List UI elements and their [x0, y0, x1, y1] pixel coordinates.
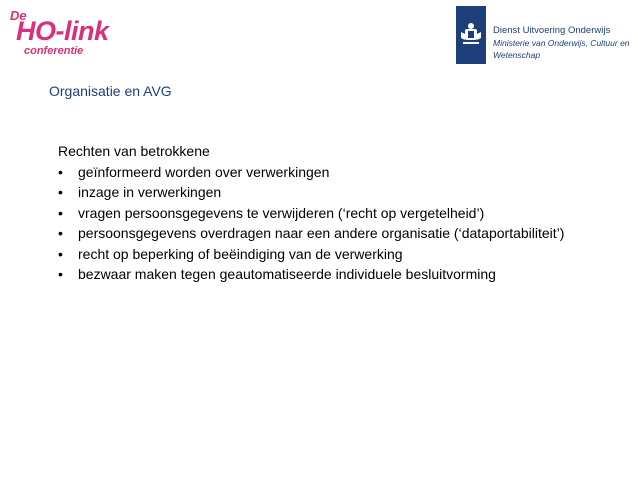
logo-conferentie-text: conferentie	[24, 45, 84, 57]
org-name: Dienst Uitvoering Onderwijs	[493, 25, 611, 36]
rijkswapen-crest-icon	[459, 22, 483, 48]
logo-de-text: De	[10, 8, 27, 23]
list-item	[58, 203, 564, 224]
slide-title: Organisatie en AVG	[49, 83, 172, 99]
bullet-icon: •	[58, 204, 63, 221]
list-item-text: inzage in verwerkingen	[78, 184, 222, 200]
list-item-text: persoonsgegevens overdragen naar een andere organisatie (‘dataportabiliteit’)	[78, 225, 565, 241]
crest-banner	[456, 6, 486, 64]
list-item-text: bezwaar maken tegen geautomatiseerde individuele besluitvorming	[78, 266, 496, 282]
ministry-line-2: Wetenschap	[493, 50, 541, 60]
list-item	[58, 223, 564, 244]
bullet-icon: •	[58, 245, 63, 262]
list-item-text: vragen persoonsgegevens te verwijderen (‘recht op vergetelheid’)	[78, 204, 485, 221]
list-item	[58, 244, 564, 265]
bullet-icon: •	[58, 225, 63, 241]
bullet-icon: •	[58, 184, 63, 200]
ministry-line-1: Ministerie van Onderwijs, Cultuur en	[493, 38, 630, 48]
list-item-text: geïnformeerd worden over verwerkingen	[78, 163, 330, 180]
rights-heading: Rechten van betrokkene	[58, 143, 210, 159]
list-item	[58, 264, 564, 285]
ho-link-logo	[10, 8, 122, 60]
rights-list	[58, 162, 564, 285]
list-item	[58, 182, 564, 203]
list-item-text: recht op beperking of beëindiging van de verwerking	[78, 245, 403, 262]
bullet-icon: •	[58, 266, 63, 282]
list-item	[58, 162, 564, 183]
bullet-icon: •	[58, 163, 63, 180]
logo-holink-text: HO-link	[16, 16, 109, 46]
duo-logo	[456, 6, 634, 66]
slide-content	[58, 141, 564, 285]
